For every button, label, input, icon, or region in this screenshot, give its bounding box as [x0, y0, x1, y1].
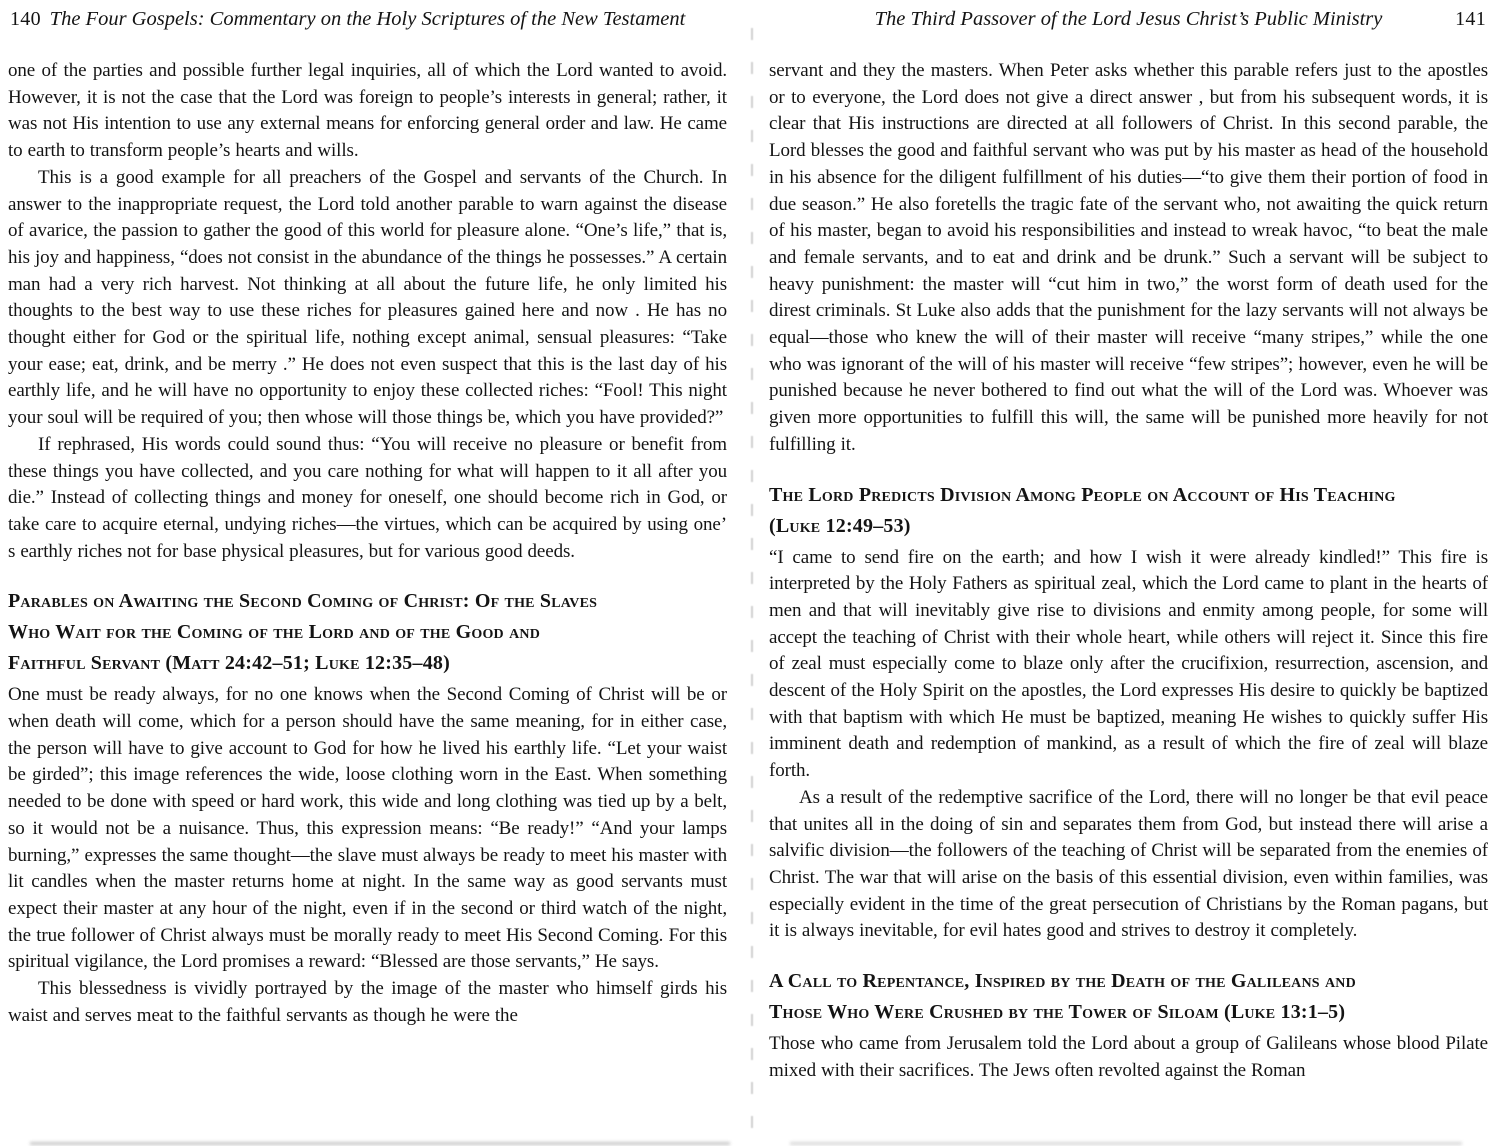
heading-line: (Luke 12:49–53) [769, 514, 911, 537]
right-page [769, 8, 1488, 1146]
right-page-body [769, 58, 1488, 1085]
left-page-body [8, 58, 727, 1030]
left-page-header [8, 8, 727, 35]
left-page-number: 140 [10, 8, 41, 30]
heading-line: A Call to Repentance, Inspired by the Death of the Galileans and [769, 970, 1356, 993]
heading-line: The Lord Predicts Division Among People on Account of His Teaching [769, 483, 1396, 506]
paragraph: one of the parties and possible further legal inquiries, all of which the Lord wanted to avoid. However, it is not the case that the Lord was foreign to people’s interests in general; rather, it was not His intention to use any external means for enforcing general order and law. He came to earth to transform people’s hearts and wills. [8, 60, 727, 162]
heading-line: Faithful Servant (Matt 24:42–51; Luke 12:35–48) [8, 652, 450, 675]
section-heading-division [769, 480, 1488, 542]
heading-line: Those Who Were Crushed by the Tower of Siloam (Luke 13:1–5) [769, 1001, 1346, 1024]
paragraph: One must be ready always, for no one knows when the Second Coming of Christ will be or when death will come, which for a person should have the same meaning, for in either case, the person will have to give account to God for how he lived his earthly life. “Let your waist be girded”; this image references the wide, loose clothing worn in the East. When something needed to be done with speed or hard work, this wide and long clothing was tied up by a belt, so it would not be a nuisance. Thus, this expression means: “Be ready!” “And your lamps burning,” expresses the same thought—the slave must always be ready to meet his master with lit candles when the master returns home at night. In the same way as good servants must expect their master at any hour of the night, even if in the second or third watch of the night, the true follower of Christ always must be morally ready to meet His Second Coming. For this spiritual vigilance, the Lord promises a reward: “Blessed are those servants,” He says. [8, 684, 727, 973]
right-page-number: 141 [1455, 8, 1486, 30]
heading-line: Who Wait for the Coming of the Lord and of the Good and [8, 621, 540, 644]
section-heading-parables [8, 586, 727, 679]
paragraph: This blessedness is vividly portrayed by the image of the master who himself girds his waist and serves meat to the faithful servants as though he were the [8, 978, 727, 1026]
section-heading-repentance [769, 966, 1488, 1028]
paragraph: servant and they the masters. When Peter asks whether this parable refers just to the apostles or to everyone, the Lord does not give a direct answer , but from his subsequent words, it is clear that His instructions are directed at all followers of Christ. In this second parable, the Lord blesses the good and faithful servant who was put by his master as head of the household in his absence for the diligent fulfillment of his duties—“to give them their portion of food in due season.” He also foretells the tragic fate of the servant who, not awaiting the quick return of his master, began to avoid his responsibilities and instead to wreak havoc, “to beat the male and female servants, and to eat and drink and be drunk.” Such a servant will be subject to heavy punishment: the master will “cut him in two,” the worst form of death used for the direst criminals. St Luke also adds that the punishment for the lazy servants will not always be equal—those who knew the will of their master will receive “many stripes,” while the one who was ignorant of the will of his master will receive “few stripes”; however, even he will be punished because he never bothered to find out what the will of the Lord was. Whoever was given more opportunities to fulfill this will, the same will be punished more heavily for not fulfilling it. [769, 60, 1488, 455]
page-gutter-line [751, 28, 753, 1140]
right-page-header [769, 8, 1488, 35]
right-running-title: The Third Passover of the Lord Jesus Christ’s Public Ministry [874, 8, 1383, 30]
paragraph: If rephrased, His words could sound thus: “You will receive no pleasure or benefit from these things you have collected, and you care nothing for what will happen to it all after you die.” Instead of collecting things and money for oneself, one should become rich in God, or take care to acquire eternal, undying riches—the virtues, which can be acquired by using one’ s earthly riches not for base physical pleasures, but for various good deeds. [8, 433, 727, 562]
paragraph: “I came to send fire on the earth; and how I wish it were already kindled!” This fire is interpreted by the Holy Fathers as spiritual zeal, which the Lord came to plant in the hearts of men and that will inevitably give rise to divisions and enmity among people, for some will accept the teaching of Christ with their whole heart, while others will reject it. Since this fire of zeal must especially come to blaze only after the crucifixion, resurrection, ascension, and descent of the Holy Spirit on the apostles, the Lord expresses His desire to quickly be baptized with that baptism with which He must be baptized, meaning He wishes to quickly suffer His imminent death and redemption of mankind, as a result of which the fire of zeal will blaze forth. [769, 546, 1488, 782]
heading-line: Parables on Awaiting the Second Coming of Christ: Of the Slaves [8, 590, 598, 613]
left-page [8, 8, 727, 1146]
paragraph: This is a good example for all preachers of the Gospel and servants of the Church. In answer to the inappropriate request, the Lord told another parable to warn against the disease of avarice, the passion to gather the good of this world for pleasure alone. “One’s life,” that is, his joy and happiness, “does not consist in the abundance of the things he possesses.” A certain man had a very rich harvest. Not thinking at all about the future life, he only limited his thoughts to the best way to use these riches for pleasures gained here and now . He has no thought either for God or the spiritual life, nothing except animal, sensual pleasures: “Take your ease; eat, drink, and be merry .” He does not even suspect that this is the last day of his earthly life, and he will have no opportunity to enjoy these collected riches: “Fool! This night your soul will be required of you; then whose will those things be, which you have provided?” [8, 166, 727, 429]
left-running-title: The Four Gospels: Commentary on the Holy Scriptures of the New Testament [49, 8, 686, 30]
paragraph: As a result of the redemptive sacrifice of the Lord, there will no longer be that evil peace that unites all in the doing of sin and separates them from God, but instead there will arise a salvific division—the followers of the teaching of Christ will be separated from the enemies of Christ. The war that will arise on the basis of this essential division, even within families, was especially evident in the time of the great persecution of Christians by the Roman pagans, but it is always inevitable, for evil hates good and strives to destroy it completely. [769, 786, 1488, 942]
paragraph: Those who came from Jerusalem told the Lord about a group of Galileans whose blood Pilate mixed with their sacrifices. The Jews often revolted against the Roman [769, 1033, 1488, 1081]
